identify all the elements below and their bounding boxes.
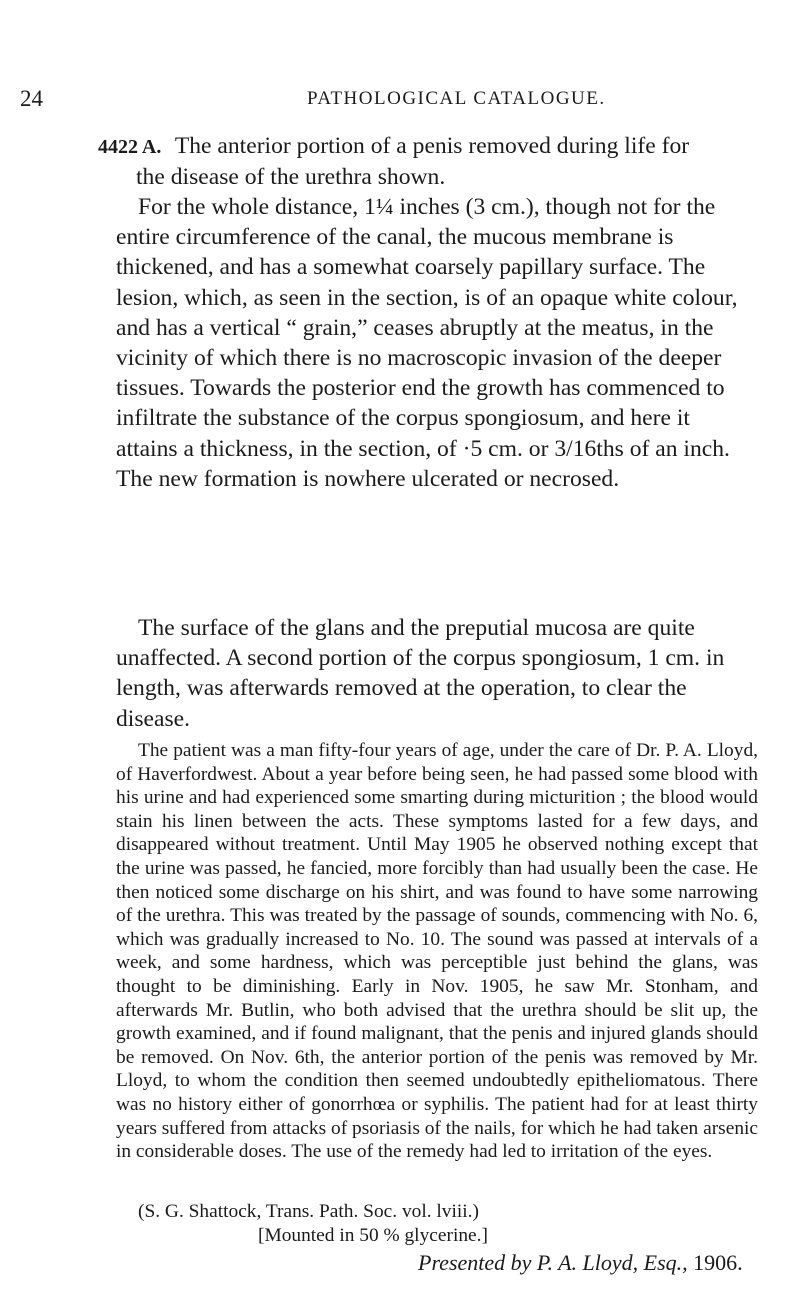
page-number: 24	[20, 86, 43, 111]
entry-title-line-2: the disease of the urethra shown.	[136, 164, 446, 191]
presented-year: 1906.	[693, 1250, 743, 1275]
entry-number: 4422 A.	[98, 136, 162, 158]
description-paragraph: For the whole distance, 1¼ inches (3 cm.), though not for the entire circumference of the canal, the mucous membrane is thickened, and has a somewhat coarsely papillary surface. The lesion, which, as seen in the section, is of an opaque white colour, and has a vertical “ grain,” ceases abruptly at the meatus, in the vicinity of which there is no macroscopic invasion of the deeper tissues. Towards the posterior end the growth has commenced to infiltrate the substance of the corpus spongiosum, and here it attains a thickness, in the section, of ·5 cm. or 3/16ths of an inch. The new formation is nowhere ulcerated or necrosed.	[116, 194, 738, 492]
running-title: PATHOLOGICAL CATALOGUE.	[307, 88, 606, 109]
glans-paragraph: The surface of the glans and the preputial mucosa are quite unaffected. A second portion of the corpus spongiosum, 1 cm. in length, was afterwards removed at the operation, to clear the disease.	[116, 615, 725, 732]
clinical-history-paragraph: The patient was a man fifty-four years of age, under the care of Dr. P. A. Lloyd, of Haverfordwest. About a year before being seen, he had passed some blood with his urine and had experienced some smarting during micturition ; the blood would stain his linen between the acts. These symptoms lasted for a few days, and disappeared without treatment. Until May 1905 he observed nothing except that the urine was passed, he fancied, more forcibly than had usually been the case. He then noticed some discharge on his shirt, and was found to have some narrowing of the urethra. This was treated by the passage of sounds, commencing with No. 6, which was gradually increased to No. 10. The sound was passed at intervals of a week, and some hardness, which was perceptible just behind the glans, was thought to be diminishing. Early in Nov. 1905, he saw Mr. Stonham, and afterwards Mr. Butlin, who both advised that the urethra should be slit up, the growth examined, and if found malignant, that the penis and injured glands should be removed. On Nov. 6th, the anterior portion of the penis was removed by Mr. Lloyd, to whom the condition then seemed undoubtedly epitheliomatous. There was no history either of gonorrhœa or syphilis. The patient had for at least thirty years suffered from attacks of psoriasis of the nails, for which he had taken arsenic in considerable doses. The use of the remedy had led to irritation of the eyes.	[116, 740, 759, 1163]
presented-by-text: Presented by P. A. Lloyd, Esq.,	[418, 1250, 688, 1275]
entry-heading	[98, 131, 738, 192]
reference-citation: (S. G. Shattock, Trans. Path. Soc. vol. lviii.)	[138, 1201, 479, 1222]
page-header	[20, 86, 780, 116]
presented-by-line	[418, 1250, 743, 1276]
mounting-note: [Mounted in 50 % glycerine.]	[258, 1225, 488, 1246]
entry-title-line-1: The anterior portion of a penis removed during life for	[174, 133, 690, 159]
